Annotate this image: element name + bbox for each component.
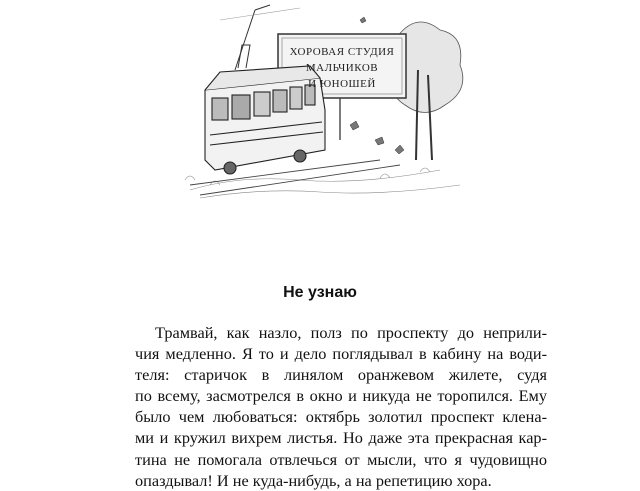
paragraph-line: по всему, засмотрелся в окно и никуда не торопился. Ему <box>135 386 547 406</box>
chapter-title: Не узнаю <box>283 284 357 301</box>
sign-line-1: ХОРОВАЯ СТУДИЯ <box>289 46 395 58</box>
paragraph-line: чия медленно. Я то и дело поглядывал в кабину на води- <box>135 344 547 364</box>
paragraph-line: было чем любоваться: октябрь золотил проспект клена- <box>135 407 547 427</box>
paragraph-line: теля: старичок в линялом оранжевом жилете, судя <box>135 365 547 385</box>
sign-line-3: И ЮНОШЕЙ <box>308 78 376 90</box>
tram-illustration <box>180 0 470 210</box>
sign-line-2: МАЛЬЧИКОВ <box>305 62 379 74</box>
paragraph-line: Трамвай, как назло, полз по проспекту до неприли- <box>155 323 547 342</box>
tram-drawing <box>180 0 470 210</box>
body-paragraph <box>135 322 547 491</box>
paragraph-line: ми и кружил вихрем листья. Но даже эта прекрасная кар- <box>135 428 547 448</box>
paragraph-line: тина не помогала отвлечься от мысли, что я чудовищно <box>135 449 547 469</box>
paragraph-line: опаздывал! И не куда-нибудь, а на репетицию хора. <box>135 470 492 490</box>
